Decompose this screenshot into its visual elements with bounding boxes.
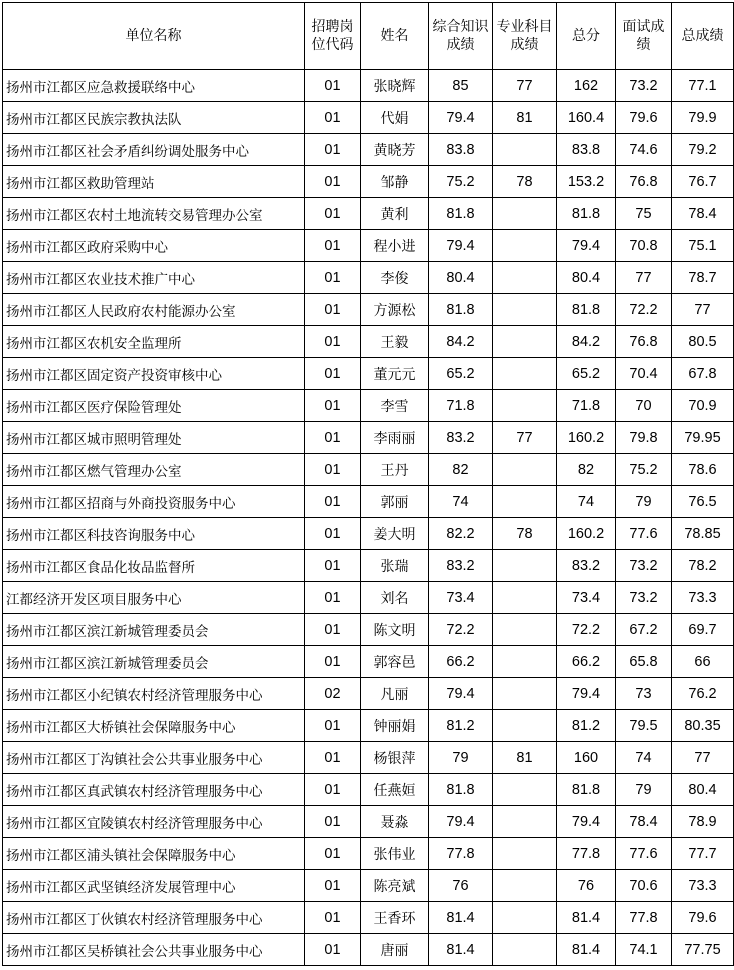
cell-code: 01 [305, 230, 361, 262]
cell-interview: 77 [616, 262, 672, 294]
cell-final: 75.1 [672, 230, 734, 262]
cell-interview: 74.6 [616, 134, 672, 166]
cell-final: 78.6 [672, 454, 734, 486]
cell-interview: 74.1 [616, 934, 672, 966]
cell-general: 83.2 [429, 422, 493, 454]
cell-code: 01 [305, 614, 361, 646]
cell-name: 李雨丽 [361, 422, 429, 454]
cell-name: 程小进 [361, 230, 429, 262]
cell-unit: 扬州市江都区招商与外商投资服务中心 [3, 486, 305, 518]
cell-name: 王丹 [361, 454, 429, 486]
cell-interview: 67.2 [616, 614, 672, 646]
cell-final: 73.3 [672, 582, 734, 614]
cell-professional: 78 [493, 166, 557, 198]
cell-final: 76.2 [672, 678, 734, 710]
cell-general: 81.8 [429, 198, 493, 230]
cell-code: 01 [305, 294, 361, 326]
cell-interview: 78.4 [616, 806, 672, 838]
cell-final: 69.7 [672, 614, 734, 646]
cell-final: 66 [672, 646, 734, 678]
cell-code: 01 [305, 422, 361, 454]
cell-total: 81.4 [557, 934, 616, 966]
cell-general: 71.8 [429, 390, 493, 422]
cell-name: 张晓辉 [361, 70, 429, 102]
cell-professional [493, 774, 557, 806]
cell-interview: 77.6 [616, 838, 672, 870]
cell-general: 81.8 [429, 294, 493, 326]
table-row [3, 454, 734, 486]
cell-unit: 扬州市江都区吴桥镇社会公共事业服务中心 [3, 934, 305, 966]
table-row [3, 358, 734, 390]
cell-unit: 扬州市江都区宜陵镇农村经济管理服务中心 [3, 806, 305, 838]
cell-unit: 扬州市江都区浦头镇社会保障服务中心 [3, 838, 305, 870]
cell-professional: 81 [493, 102, 557, 134]
cell-name: 李俊 [361, 262, 429, 294]
cell-total: 66.2 [557, 646, 616, 678]
table-row [3, 230, 734, 262]
cell-name: 代娟 [361, 102, 429, 134]
cell-final: 76.7 [672, 166, 734, 198]
cell-interview: 75 [616, 198, 672, 230]
table-row [3, 390, 734, 422]
cell-general: 66.2 [429, 646, 493, 678]
table-row [3, 870, 734, 902]
cell-unit: 扬州市江都区燃气管理办公室 [3, 454, 305, 486]
cell-general: 80.4 [429, 262, 493, 294]
cell-total: 72.2 [557, 614, 616, 646]
cell-unit: 扬州市江都区医疗保险管理处 [3, 390, 305, 422]
cell-unit: 扬州市江都区农机安全监理所 [3, 326, 305, 358]
header-final: 总成绩 [672, 3, 734, 70]
cell-professional [493, 294, 557, 326]
table-row [3, 742, 734, 774]
cell-unit: 扬州市江都区丁沟镇社会公共事业服务中心 [3, 742, 305, 774]
cell-name: 王香环 [361, 902, 429, 934]
cell-code: 01 [305, 774, 361, 806]
cell-code: 01 [305, 102, 361, 134]
cell-name: 凡丽 [361, 678, 429, 710]
cell-final: 80.35 [672, 710, 734, 742]
cell-interview: 76.8 [616, 166, 672, 198]
cell-unit: 扬州市江都区滨江新城管理委员会 [3, 614, 305, 646]
cell-code: 01 [305, 390, 361, 422]
cell-total: 65.2 [557, 358, 616, 390]
table-row [3, 198, 734, 230]
table-row [3, 102, 734, 134]
cell-code: 01 [305, 326, 361, 358]
cell-total: 81.4 [557, 902, 616, 934]
cell-general: 76 [429, 870, 493, 902]
cell-final: 70.9 [672, 390, 734, 422]
cell-final: 67.8 [672, 358, 734, 390]
table-row [3, 326, 734, 358]
table-row [3, 518, 734, 550]
cell-total: 79.4 [557, 678, 616, 710]
cell-interview: 75.2 [616, 454, 672, 486]
cell-unit: 扬州市江都区社会矛盾纠纷调处服务中心 [3, 134, 305, 166]
cell-code: 01 [305, 486, 361, 518]
cell-total: 77.8 [557, 838, 616, 870]
cell-unit: 扬州市江都区救助管理站 [3, 166, 305, 198]
cell-professional [493, 646, 557, 678]
cell-general: 74 [429, 486, 493, 518]
table-row [3, 70, 734, 102]
cell-total: 82 [557, 454, 616, 486]
cell-interview: 65.8 [616, 646, 672, 678]
cell-interview: 73.2 [616, 582, 672, 614]
cell-general: 75.2 [429, 166, 493, 198]
cell-total: 71.8 [557, 390, 616, 422]
cell-interview: 79 [616, 486, 672, 518]
cell-name: 姜大明 [361, 518, 429, 550]
cell-name: 张伟业 [361, 838, 429, 870]
cell-professional [493, 582, 557, 614]
cell-interview: 74 [616, 742, 672, 774]
cell-professional [493, 198, 557, 230]
cell-name: 张瑞 [361, 550, 429, 582]
cell-interview: 72.2 [616, 294, 672, 326]
cell-general: 79 [429, 742, 493, 774]
cell-interview: 70.6 [616, 870, 672, 902]
header-row [3, 3, 734, 70]
table-row [3, 166, 734, 198]
cell-code: 01 [305, 806, 361, 838]
header-general: 综合知识成绩 [429, 3, 493, 70]
cell-unit: 扬州市江都区科技咨询服务中心 [3, 518, 305, 550]
cell-code: 01 [305, 198, 361, 230]
cell-code: 01 [305, 582, 361, 614]
cell-professional: 81 [493, 742, 557, 774]
cell-final: 77 [672, 294, 734, 326]
cell-general: 65.2 [429, 358, 493, 390]
cell-final: 78.7 [672, 262, 734, 294]
cell-code: 01 [305, 70, 361, 102]
table-row [3, 934, 734, 966]
cell-code: 01 [305, 710, 361, 742]
cell-total: 81.8 [557, 774, 616, 806]
table-row [3, 262, 734, 294]
cell-professional [493, 134, 557, 166]
cell-total: 80.4 [557, 262, 616, 294]
cell-total: 162 [557, 70, 616, 102]
cell-professional [493, 454, 557, 486]
cell-professional [493, 230, 557, 262]
score-table [2, 2, 734, 966]
cell-professional [493, 614, 557, 646]
cell-code: 01 [305, 902, 361, 934]
cell-professional [493, 550, 557, 582]
cell-interview: 77.8 [616, 902, 672, 934]
cell-general: 79.4 [429, 102, 493, 134]
cell-general: 79.4 [429, 806, 493, 838]
cell-name: 杨银萍 [361, 742, 429, 774]
cell-code: 01 [305, 166, 361, 198]
cell-name: 方源松 [361, 294, 429, 326]
cell-professional: 78 [493, 518, 557, 550]
cell-general: 81.2 [429, 710, 493, 742]
cell-general: 81.8 [429, 774, 493, 806]
cell-total: 74 [557, 486, 616, 518]
cell-total: 81.8 [557, 294, 616, 326]
cell-name: 郭丽 [361, 486, 429, 518]
cell-unit: 扬州市江都区民族宗教执法队 [3, 102, 305, 134]
cell-unit: 扬州市江都区滨江新城管理委员会 [3, 646, 305, 678]
table-row [3, 646, 734, 678]
table-row [3, 774, 734, 806]
cell-interview: 79.6 [616, 102, 672, 134]
cell-unit: 扬州市江都区真武镇农村经济管理服务中心 [3, 774, 305, 806]
cell-professional [493, 326, 557, 358]
table-row [3, 806, 734, 838]
header-unit: 单位名称 [3, 3, 305, 70]
cell-final: 77.1 [672, 70, 734, 102]
cell-name: 刘名 [361, 582, 429, 614]
cell-name: 陈亮斌 [361, 870, 429, 902]
cell-code: 01 [305, 262, 361, 294]
cell-general: 84.2 [429, 326, 493, 358]
cell-unit: 扬州市江都区固定资产投资审核中心 [3, 358, 305, 390]
cell-final: 79.95 [672, 422, 734, 454]
table-row [3, 614, 734, 646]
cell-interview: 79.5 [616, 710, 672, 742]
cell-total: 81.2 [557, 710, 616, 742]
table-row [3, 486, 734, 518]
cell-total: 160.2 [557, 422, 616, 454]
table-row [3, 422, 734, 454]
cell-final: 79.2 [672, 134, 734, 166]
cell-unit: 扬州市江都区丁伙镇农村经济管理服务中心 [3, 902, 305, 934]
header-code: 招聘岗位代码 [305, 3, 361, 70]
cell-general: 81.4 [429, 934, 493, 966]
cell-final: 79.9 [672, 102, 734, 134]
cell-interview: 73 [616, 678, 672, 710]
cell-unit: 江都经济开发区项目服务中心 [3, 582, 305, 614]
cell-code: 01 [305, 358, 361, 390]
table-row [3, 902, 734, 934]
cell-final: 73.3 [672, 870, 734, 902]
cell-unit: 扬州市江都区农村土地流转交易管理办公室 [3, 198, 305, 230]
cell-final: 77.7 [672, 838, 734, 870]
table-row [3, 838, 734, 870]
cell-professional: 77 [493, 70, 557, 102]
cell-professional [493, 262, 557, 294]
cell-final: 80.4 [672, 774, 734, 806]
cell-interview: 77.6 [616, 518, 672, 550]
cell-total: 76 [557, 870, 616, 902]
cell-total: 79.4 [557, 806, 616, 838]
cell-total: 160.4 [557, 102, 616, 134]
cell-unit: 扬州市江都区农业技术推广中心 [3, 262, 305, 294]
cell-unit: 扬州市江都区大桥镇社会保障服务中心 [3, 710, 305, 742]
cell-name: 陈文明 [361, 614, 429, 646]
cell-total: 79.4 [557, 230, 616, 262]
header-total: 总分 [557, 3, 616, 70]
cell-code: 01 [305, 134, 361, 166]
cell-general: 81.4 [429, 902, 493, 934]
cell-name: 郭容邑 [361, 646, 429, 678]
cell-general: 72.2 [429, 614, 493, 646]
cell-final: 76.5 [672, 486, 734, 518]
cell-total: 81.8 [557, 198, 616, 230]
cell-unit: 扬州市江都区小纪镇农村经济管理服务中心 [3, 678, 305, 710]
cell-unit: 扬州市江都区政府采购中心 [3, 230, 305, 262]
cell-final: 78.2 [672, 550, 734, 582]
cell-name: 任燕姮 [361, 774, 429, 806]
cell-general: 82 [429, 454, 493, 486]
cell-professional [493, 358, 557, 390]
cell-professional: 77 [493, 422, 557, 454]
table-row [3, 582, 734, 614]
cell-unit: 扬州市江都区武坚镇经济发展管理中心 [3, 870, 305, 902]
cell-final: 79.6 [672, 902, 734, 934]
cell-general: 83.2 [429, 550, 493, 582]
cell-total: 160.2 [557, 518, 616, 550]
cell-general: 82.2 [429, 518, 493, 550]
cell-general: 73.4 [429, 582, 493, 614]
cell-professional [493, 710, 557, 742]
cell-unit: 扬州市江都区应急救援联络中心 [3, 70, 305, 102]
cell-code: 01 [305, 934, 361, 966]
table-row [3, 550, 734, 582]
cell-name: 唐丽 [361, 934, 429, 966]
header-interview: 面试成绩 [616, 3, 672, 70]
cell-code: 01 [305, 518, 361, 550]
cell-code: 02 [305, 678, 361, 710]
cell-general: 79.4 [429, 230, 493, 262]
cell-final: 80.5 [672, 326, 734, 358]
cell-name: 李雪 [361, 390, 429, 422]
cell-code: 01 [305, 742, 361, 774]
cell-professional [493, 806, 557, 838]
cell-final: 78.4 [672, 198, 734, 230]
cell-professional [493, 390, 557, 422]
cell-name: 邹静 [361, 166, 429, 198]
table-row [3, 134, 734, 166]
cell-professional [493, 902, 557, 934]
table-row [3, 294, 734, 326]
cell-total: 153.2 [557, 166, 616, 198]
cell-final: 78.85 [672, 518, 734, 550]
cell-total: 84.2 [557, 326, 616, 358]
cell-total: 83.2 [557, 550, 616, 582]
cell-professional [493, 838, 557, 870]
cell-total: 83.8 [557, 134, 616, 166]
cell-name: 董元元 [361, 358, 429, 390]
cell-professional [493, 870, 557, 902]
cell-unit: 扬州市江都区食品化妆品监督所 [3, 550, 305, 582]
cell-interview: 73.2 [616, 70, 672, 102]
cell-final: 77.75 [672, 934, 734, 966]
cell-professional [493, 486, 557, 518]
cell-name: 聂淼 [361, 806, 429, 838]
cell-professional [493, 678, 557, 710]
cell-final: 78.9 [672, 806, 734, 838]
cell-interview: 70.4 [616, 358, 672, 390]
cell-interview: 79 [616, 774, 672, 806]
cell-unit: 扬州市江都区人民政府农村能源办公室 [3, 294, 305, 326]
table-row [3, 678, 734, 710]
header-professional: 专业科目成绩 [493, 3, 557, 70]
cell-interview: 70 [616, 390, 672, 422]
cell-total: 73.4 [557, 582, 616, 614]
cell-code: 01 [305, 838, 361, 870]
cell-general: 77.8 [429, 838, 493, 870]
cell-name: 黄晓芳 [361, 134, 429, 166]
cell-total: 160 [557, 742, 616, 774]
header-name: 姓名 [361, 3, 429, 70]
cell-code: 01 [305, 550, 361, 582]
cell-interview: 76.8 [616, 326, 672, 358]
cell-interview: 70.8 [616, 230, 672, 262]
cell-interview: 79.8 [616, 422, 672, 454]
cell-code: 01 [305, 870, 361, 902]
cell-interview: 73.2 [616, 550, 672, 582]
cell-name: 王毅 [361, 326, 429, 358]
cell-code: 01 [305, 646, 361, 678]
cell-general: 85 [429, 70, 493, 102]
cell-code: 01 [305, 454, 361, 486]
cell-name: 黄利 [361, 198, 429, 230]
cell-professional [493, 934, 557, 966]
cell-name: 钟丽娟 [361, 710, 429, 742]
cell-general: 83.8 [429, 134, 493, 166]
table-row [3, 710, 734, 742]
cell-general: 79.4 [429, 678, 493, 710]
cell-final: 77 [672, 742, 734, 774]
cell-unit: 扬州市江都区城市照明管理处 [3, 422, 305, 454]
